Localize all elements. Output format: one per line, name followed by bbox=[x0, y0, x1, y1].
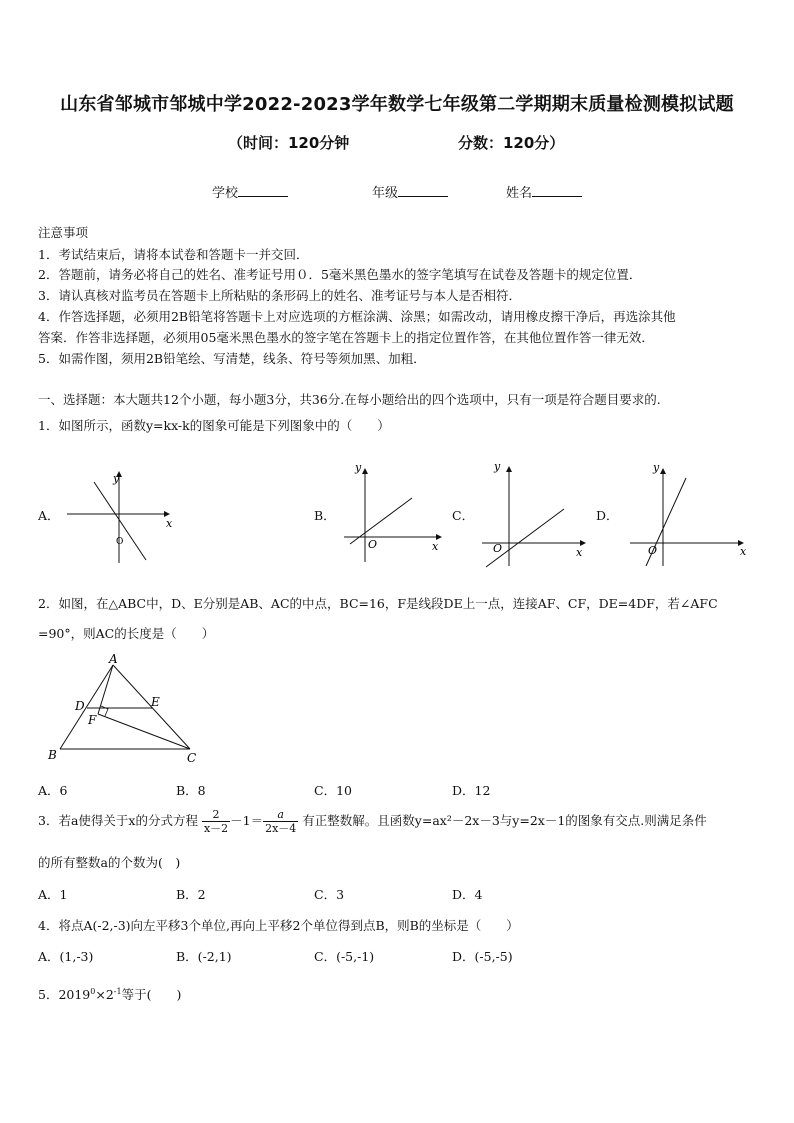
q1-graph-d bbox=[620, 458, 750, 570]
q2-option-b[interactable]: B．8 bbox=[176, 783, 206, 798]
q3-option-d[interactable]: D．4 bbox=[452, 887, 483, 902]
q3-fraction-1 bbox=[202, 808, 230, 835]
grade-label: 年级 bbox=[372, 186, 399, 201]
side-ab bbox=[60, 665, 113, 749]
q3-stem-pre: 3．若a使得关于x的分式方程 bbox=[38, 813, 198, 828]
q4-option-d[interactable]: D．(-5,-5) bbox=[452, 949, 513, 964]
exam-time: （时间：120分钟 bbox=[228, 134, 350, 152]
origin-label: O bbox=[648, 544, 658, 557]
q3-option-b[interactable]: B．2 bbox=[176, 887, 206, 902]
q3-option-a[interactable]: A．1 bbox=[38, 887, 68, 902]
q3-option-c[interactable]: C．3 bbox=[314, 887, 345, 902]
y-axis-arrow bbox=[660, 468, 666, 474]
q2-option-d[interactable]: D．12 bbox=[452, 783, 491, 798]
q2-stem-line2: =90°，则AC的长度是（ ） bbox=[38, 626, 215, 641]
q3-frac1-numerator: 2 bbox=[202, 808, 230, 822]
q3-stem-line1 bbox=[38, 808, 707, 835]
q1-stem: 1．如图所示，函数y=kx-k的图象可能是下列图象中的（ ） bbox=[38, 418, 390, 433]
notice-item-5: 5．如需作图，须用2B铅笔绘、写清楚，线条、符号等须加黑、加粗． bbox=[38, 351, 426, 366]
name-label: 姓名 bbox=[506, 186, 533, 201]
q1-graph-c bbox=[476, 456, 592, 572]
origin-label: O bbox=[368, 538, 378, 551]
q5-stem-post: 等于( ) bbox=[121, 987, 182, 1002]
q3-frac1-denominator: x－2 bbox=[203, 822, 229, 835]
x-axis-label: x bbox=[740, 545, 747, 558]
q5-stem bbox=[38, 985, 181, 1003]
q4-option-c[interactable]: C．(-5,-1) bbox=[314, 949, 375, 964]
label-a: A bbox=[109, 652, 118, 666]
q1-graph-b bbox=[338, 458, 450, 570]
grade-field[interactable] bbox=[372, 182, 448, 201]
q2-stem-line1: 2．如图，在△ABC中，D、E分别是AB、AC的中点，BC=16，F是线段DE上一点，连接AF、CF，DE=4DF，若∠AFC bbox=[38, 596, 718, 611]
x-axis-label: x bbox=[576, 546, 583, 559]
y-axis-label: y bbox=[494, 460, 501, 473]
origin-label: O bbox=[116, 537, 124, 547]
q1-option-d-label[interactable]: D． bbox=[596, 508, 619, 523]
label-d: D bbox=[75, 699, 85, 713]
q4-option-b[interactable]: B．(-2,1) bbox=[176, 949, 232, 964]
section-heading: 一、选择题：本大题共12个小题，每小题3分，共36分.在每小题给出的四个选项中，只有一项是符合题目要求的. bbox=[38, 392, 661, 407]
q2-option-c[interactable]: C．10 bbox=[314, 783, 352, 798]
q4-option-a[interactable]: A．(1,-3) bbox=[38, 949, 94, 964]
q1-option-c-label[interactable]: C． bbox=[452, 508, 475, 523]
q3-fraction-2 bbox=[263, 808, 298, 835]
q3-frac2-denominator: 2x－4 bbox=[265, 822, 297, 835]
grade-blank[interactable] bbox=[398, 184, 448, 197]
q4-stem: 4．将点A(-2,-3)向左平移3个单位,再向上平移2个单位得到点B，则B的坐标是（ ） bbox=[38, 918, 519, 933]
y-axis-arrow bbox=[362, 468, 368, 474]
segment-af bbox=[98, 665, 113, 714]
notice-item-3: 3．请认真核对监考员在答题卡上所粘贴的条形码上的姓名、准考证号与本人是否相符． bbox=[38, 288, 521, 303]
name-field[interactable] bbox=[506, 182, 582, 201]
q2-option-a[interactable]: A．6 bbox=[38, 783, 68, 798]
q3-stem-post: 有正整数解。且函数y=ax²－2x－3与y=2x－1的图象有交点.则满足条件 bbox=[302, 813, 707, 828]
notice-item-4: 4．作答选择题，必须用2B铅笔将答题卡上对应选项的方框涂满、涂黑；如需改动，请用橡皮擦干净后，再选涂其他 bbox=[38, 309, 676, 324]
label-f: F bbox=[88, 713, 97, 727]
label-b: B bbox=[48, 748, 57, 762]
q3-frac2-numerator: a bbox=[263, 808, 298, 822]
q2-triangle-figure bbox=[40, 652, 210, 768]
x-axis-label: x bbox=[432, 540, 439, 553]
label-c: C bbox=[187, 751, 197, 765]
y-axis-label: y bbox=[113, 472, 120, 485]
y-axis-label: y bbox=[653, 461, 660, 474]
q5-sup-1: 0 bbox=[90, 986, 96, 996]
exam-score: 分数：120分） bbox=[458, 134, 565, 152]
x-axis-label: x bbox=[166, 517, 173, 530]
origin-label: O bbox=[493, 542, 503, 555]
notice-item-1: 1．考试结束后，请将本试卷和答题卡一并交回． bbox=[38, 247, 309, 262]
notice-item-4-cont: 答案．作答非选择题，必须用05毫米黑色墨水的签字笔在答题卡上的指定位置作答，在其他位置作答一律无效． bbox=[38, 330, 654, 345]
q3-stem-line2: 的所有整数a的个数为( ) bbox=[38, 855, 181, 870]
q5-mid: ×2 bbox=[95, 987, 114, 1002]
school-blank[interactable] bbox=[238, 184, 288, 197]
page-title: 山东省邹城市邹城中学2022-2023学年数学七年级第二学期期末质量检测模拟试题 bbox=[60, 94, 734, 115]
q1-graph-a bbox=[62, 468, 182, 568]
segment-cf bbox=[98, 714, 190, 749]
q1-option-b-label[interactable]: B． bbox=[314, 508, 336, 523]
function-line bbox=[94, 482, 146, 560]
notice-heading: 注意事项 bbox=[38, 225, 89, 240]
y-axis-arrow bbox=[506, 466, 512, 472]
function-line bbox=[486, 509, 564, 567]
notice-item-2: 2．答题前，请务必将自己的姓名、准考证号用０．5毫米黑色墨水的签字笔填写在试卷及答题卡的规定位置． bbox=[38, 267, 642, 282]
label-e: E bbox=[151, 695, 160, 709]
q1-option-a-label[interactable]: A． bbox=[38, 508, 60, 523]
school-field[interactable] bbox=[212, 182, 288, 201]
school-label: 学校 bbox=[212, 186, 239, 201]
q5-sup-2: -1 bbox=[113, 986, 122, 996]
y-axis-label: y bbox=[355, 461, 362, 474]
q5-stem-pre: 5．2019 bbox=[38, 987, 91, 1002]
name-blank[interactable] bbox=[532, 184, 582, 197]
q3-mid: －1＝ bbox=[230, 813, 264, 828]
